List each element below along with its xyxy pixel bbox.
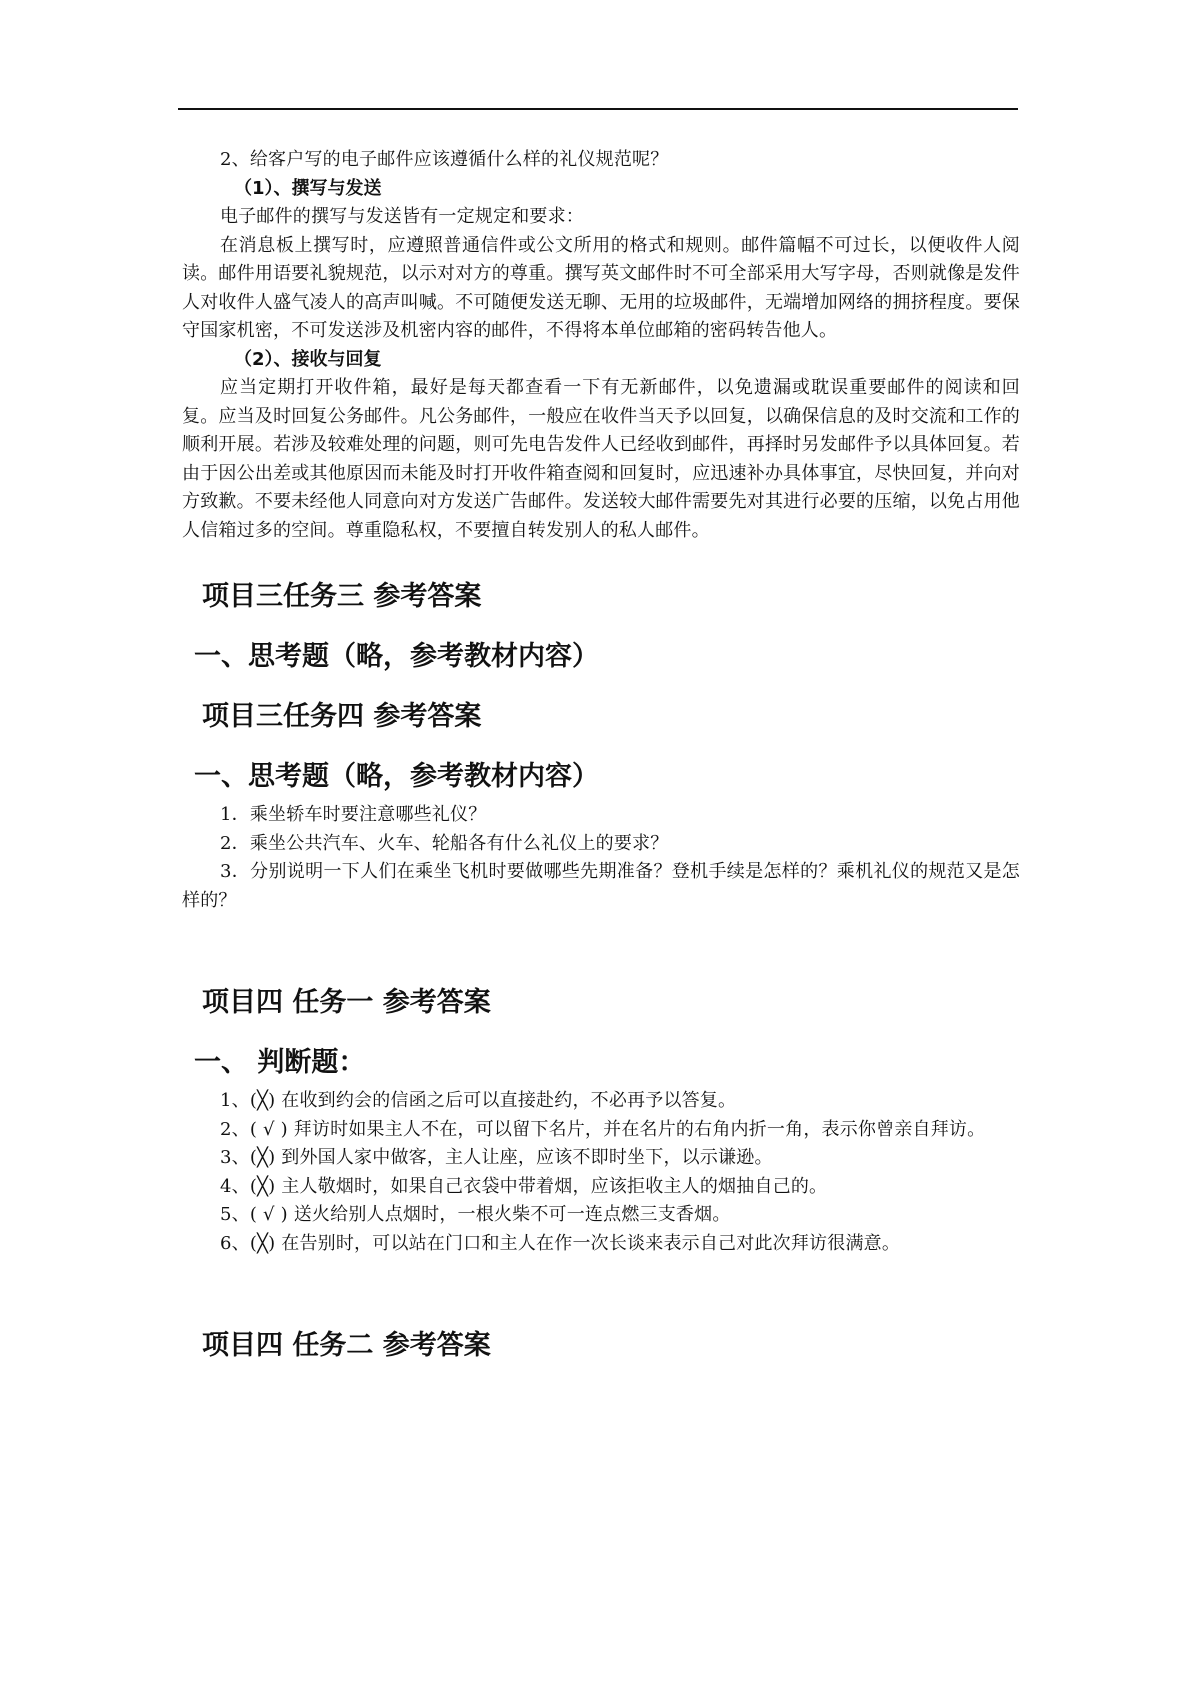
judgement-list <box>182 1087 1020 1258</box>
list-item: 3．分别说明一下人们在乘坐飞机时要做哪些先期准备？登机手续是怎样的？乘机礼仪的规范又是怎样的？ <box>182 861 1020 911</box>
project3-task3-heading: 一、思考题（略，参考教材内容） <box>194 641 599 672</box>
question-list <box>182 801 1020 915</box>
header-rule <box>178 108 1018 110</box>
document-body <box>182 146 1020 1364</box>
list-item: 5、( √ ) 送火给别人点烟时，一根火柴不可一连点燃三支香烟。 <box>220 1204 731 1225</box>
list-item: 4、(╳) 主人敬烟时，如果自己衣袋中带着烟，应该拒收主人的烟抽自己的。 <box>220 1175 828 1197</box>
section-title-receive: （2）、接收与回复 <box>234 348 382 370</box>
list-item: 3、(╳) 到外国人家中做客，主人让座，应该不即时坐下，以示谦逊。 <box>220 1147 773 1168</box>
email-question: 2、给客户写的电子邮件应该遵循什么样的礼仪规范呢？ <box>220 149 669 170</box>
section-body-compose: 在消息板上撰写时，应遵照普通信件或公文所用的格式和规则。邮件篇幅不可过长，以便收件人阅读。邮件用语要礼貌规范，以示对对方的尊重。撰写英文邮件时不可全部采用大写字母，否则就像是发件人对收件人盛气凌人的高声叫喊。不可随便发送无聊、无用的垃圾邮件，无端增加网络的拥挤程度。要保守国家机密，不可发送涉及机密内容的邮件，不得将本单位邮箱的密码转告他人。 <box>182 234 1020 341</box>
list-item: 2．乘坐公共汽车、火车、轮船各有什么礼仪上的要求？ <box>220 832 669 854</box>
list-item: 2、( √ ) 拜访时如果主人不在，可以留下名片，并在名片的右角内折一角，表示你曾亲自拜访。 <box>220 1118 986 1140</box>
project4-task1-heading: 一、 判断题： <box>194 1047 366 1078</box>
section-body-receive: 应当定期打开收件箱，最好是每天都查看一下有无新邮件，以免遗漏或耽误重要邮件的阅读和回复。应当及时回复公务邮件。凡公务邮件，一般应在收件当天予以回复，以确保信息的及时交流和工作的顺利开展。若涉及较难处理的问题，则可先电告发件人已经收到邮件，再择时另发邮件予以具体回复。若由于因公出差或其他原因而未能及时打开收件箱查阅和回复时，应迅速补办具体事宜，尽快回复，并向对方致歉。不要未经他人同意向对方发送广告邮件。发送较大邮件需要先对其进行必要的压缩，以免占用他人信箱过多的空间。尊重隐私权，不要擅自转发别人的私人邮件。 <box>182 377 1020 541</box>
project3-task4-title: 项目三任务四 参考答案 <box>202 701 482 732</box>
project4-task1-title: 项目四 任务一 参考答案 <box>202 987 491 1018</box>
section-title-compose: （1）、撰写与发送 <box>234 177 382 199</box>
project3-task3-title: 项目三任务三 参考答案 <box>202 581 482 612</box>
list-item: 1、(╳) 在收到约会的信函之后可以直接赴约，不必再予以答复。 <box>220 1090 737 1111</box>
project4-task2-title: 项目四 任务二 参考答案 <box>202 1330 491 1361</box>
section-intro-compose: 电子邮件的撰写与发送皆有一定规定和要求： <box>220 206 584 227</box>
project3-task4-heading: 一、思考题（略，参考教材内容） <box>194 761 599 792</box>
list-item: 6、(╳) 在告别时，可以站在门口和主人在作一次长谈来表示自己对此次拜访很满意。 <box>220 1232 901 1254</box>
list-item: 1．乘坐轿车时要注意哪些礼仪？ <box>220 804 487 825</box>
